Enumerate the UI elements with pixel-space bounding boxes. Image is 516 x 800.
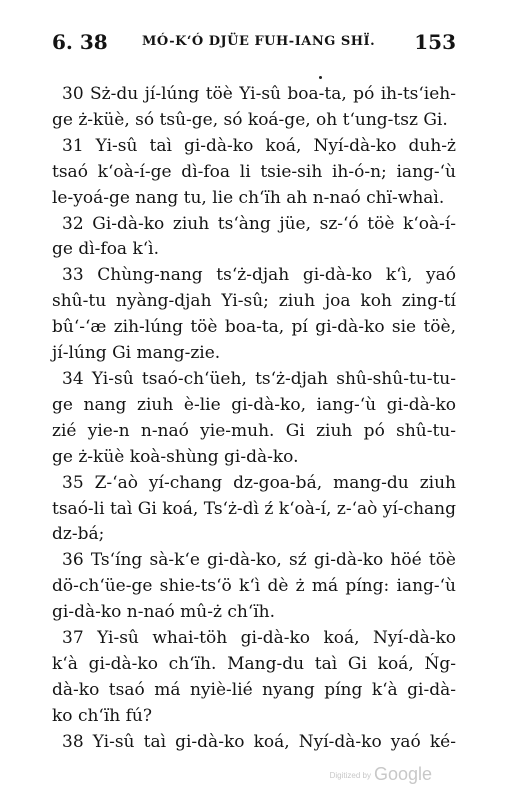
- text-line: dö-ch‘üe-ge shie-ts‘ö k‘ì dè ż má píng: iang-‘ù: [52, 576, 456, 597]
- body-text: [52, 82, 456, 756]
- text-line: dz-bá;: [52, 524, 105, 545]
- chapter-verse-label: 6. 38: [52, 30, 108, 54]
- google-logo-text: Google: [373, 764, 432, 784]
- text-line: 37 Yi-sû whai-töh gi-dà-ko koá, Nyí-dà-ko: [62, 628, 456, 649]
- text-line: 31 Yi-sû taì gi-dà-ko koá, Nyí-dà-ko duh-ż: [62, 135, 456, 156]
- text-line: tsaó-li taì Gi koá, Ts‘ż-dì ź k‘oà-í, z-‘aò yí-chang: [52, 498, 456, 519]
- text-line: zié yie-n n-naó yie-muh. Gi ziuh pó shû-tu-: [52, 420, 456, 441]
- text-line: ko ch‘ïh fú?: [52, 705, 152, 726]
- google-watermark: [330, 764, 432, 785]
- watermark-prefix: Digitized by: [329, 770, 371, 780]
- text-line: tsaó k‘oà-í-ge dì-foa li tsie-sih ih-ó-n; iang-‘ù: [52, 161, 456, 182]
- text-line: 38 Yi-sû taì gi-dà-ko koá, Nyí-dà-ko yaó ké-: [62, 731, 456, 752]
- text-line: dà-ko tsaó má nyiè-lié nyang píng k‘à gi-dà-: [52, 679, 456, 700]
- print-dot: [319, 76, 322, 79]
- text-line: 32 Gi-dà-ko ziuh ts‘àng jüe, sz-‘ó töè k‘oà-í-: [62, 213, 456, 234]
- text-line: 33 Chùng-nang ts‘ż-djah gi-dà-ko k‘ì, yaó: [62, 265, 456, 286]
- text-line: le-yoá-ge nang tu, lie ch‘ïh ah n-naó chï-whaì.: [52, 187, 445, 208]
- text-line: ge ż-küè, só tsû-ge, só koá-ge, oh t‘ung-tsz Gi.: [52, 109, 448, 130]
- text-line: 30 Sż-du jí-lúng töè Yi-sû boa-ta, pó ih-ts‘ieh-: [62, 84, 456, 104]
- text-line: ge nang ziuh è-lie gi-dà-ko, iang-‘ù gi-dà-ko: [52, 394, 456, 415]
- text-line: 34 Yi-sû tsaó-ch‘üeh, ts‘ż-djah shû-shû-tu-tu-: [62, 368, 456, 389]
- text-line: bû‘-‘æ zih-lúng töè boa-ta, pí gi-dà-ko sie töè,: [52, 317, 456, 338]
- text-line: k‘à gi-dà-ko ch‘ïh. Mang-du taì Gi koá, Ńg-: [52, 653, 456, 674]
- text-line: 36 Ts‘íng sà-k‘e gi-dà-ko, sź gi-dà-ko höé töè: [62, 550, 456, 571]
- page-number: 153: [414, 30, 456, 54]
- text-line: gi-dà-ko n-naó mû-ż ch‘ïh.: [52, 602, 276, 623]
- page-header: [52, 30, 456, 58]
- text-line: shû-tu nyàng-djah Yi-sû; ziuh joa koh zing-tí: [52, 291, 456, 312]
- running-title: MÓ-K‘Ó DJÜE FUH-IANG SHÏ.: [142, 34, 376, 49]
- text-line: ge dì-foa k‘ì.: [52, 239, 160, 260]
- text-line: jí-lúng Gi mang-zie.: [52, 343, 221, 364]
- text-line: 35 Z-‘aò yí-chang dz-goa-bá, mang-du ziuh: [62, 472, 456, 493]
- text-line: ge ż-küè koà-shùng gi-dà-ko.: [52, 446, 299, 467]
